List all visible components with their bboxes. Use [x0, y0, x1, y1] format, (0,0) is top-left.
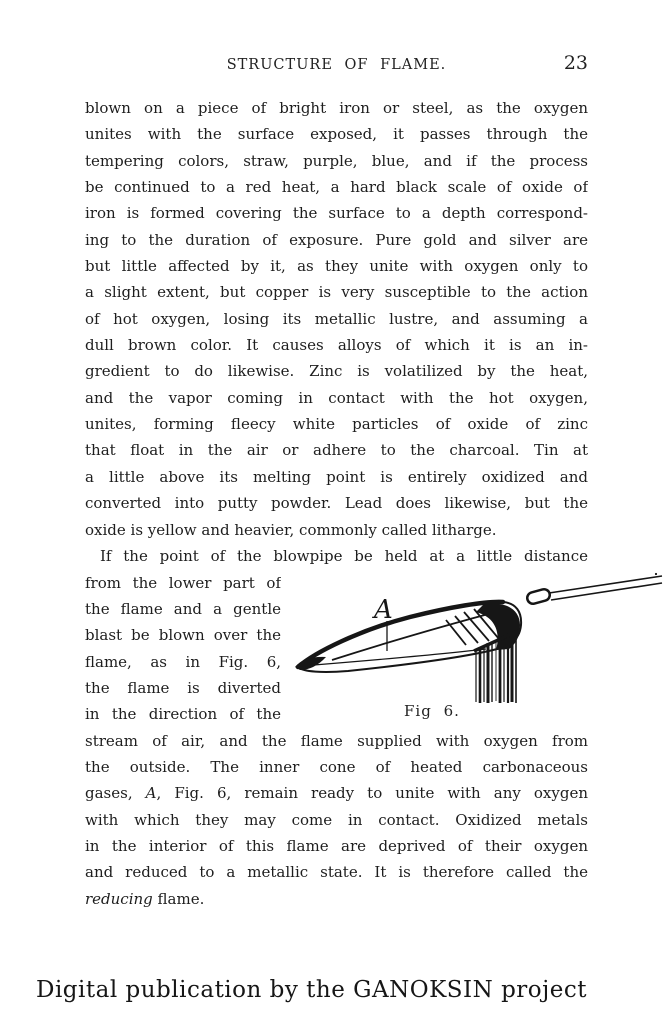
paragraph-2-first-line: [85, 543, 588, 569]
text-line: gredient to do likewise. Zinc is volatilized by the heat,: [85, 362, 588, 381]
text-line: dull brown color. It causes alloys of which it is an in-: [85, 336, 588, 355]
italic-a: A: [145, 784, 157, 803]
italic-reducing: reducing: [85, 889, 153, 908]
text-line: blown on a piece of bright iron or steel, as the oxygen: [85, 99, 588, 117]
figure-label-a: A: [374, 595, 393, 625]
text-line: the flame is diverted: [85, 678, 281, 697]
footer-credit: Digital publication by the GANOKSIN project: [36, 977, 587, 1003]
blowpipe: [533, 573, 662, 600]
text-line: converted into putty powder. Lead does likewise, but the: [85, 494, 588, 513]
text-line: [85, 780, 588, 806]
paragraph-3: [85, 728, 588, 912]
text-line: unites, forming fleecy white particles of oxide of zinc: [85, 415, 588, 434]
text-segment: flame.: [152, 889, 205, 908]
text-line: ing to the duration of exposure. Pure gold and silver are: [85, 230, 588, 249]
text-line: [85, 886, 588, 912]
text-line: a little above its melting point is entirely oxidized and: [85, 467, 588, 486]
text-line: If the point of the blowpipe be held at a little distance: [100, 547, 588, 566]
page-header: [85, 52, 588, 78]
text-line: in the interior of this flame are deprived of their oxygen: [85, 836, 588, 855]
text-line: and reduced to a metallic state. It is therefore called the: [85, 863, 588, 882]
text-line: oxide is yellow and heavier, commonly called litharge.: [85, 520, 497, 539]
text-line: a slight extent, but copper is very susceptible to the action: [85, 283, 588, 302]
text-line: flame, as in Fig. 6,: [85, 652, 281, 671]
text-line: and the vapor coming in contact with the hot oxygen,: [85, 388, 588, 407]
text-line: tempering colors, straw, purple, blue, and if the process: [85, 151, 588, 170]
text-line: blast be blown over the: [85, 626, 281, 645]
paragraph-1: [85, 95, 588, 543]
page-number: 23: [563, 52, 588, 74]
fig6-illustration: [290, 572, 668, 712]
text-line: but little affected by it, as they unite with oxygen only to: [85, 257, 588, 276]
text-line: the flame and a gentle: [85, 599, 281, 618]
text-line: from the lower part of: [85, 573, 281, 592]
text-segment: , Fig. 6, remain ready to unite with any oxygen: [156, 784, 588, 803]
ink-speck: [655, 573, 657, 575]
text-segment: gases,: [85, 784, 146, 803]
running-head: STRUCTURE OF FLAME.: [226, 57, 447, 73]
text-line: that float in the air or adhere to the charcoal. Tin at: [85, 441, 588, 460]
text-line: be continued to a red heat, a hard black scale of oxide of: [85, 178, 588, 197]
text-line: in the direction of the: [85, 705, 281, 724]
paragraph-2-wrap-column: [85, 570, 281, 728]
text-line: of hot oxygen, losing its metallic lustre, and assuming a: [85, 309, 588, 328]
text-line: unites with the surface exposed, it passes through the: [85, 125, 588, 144]
text-line: stream of air, and the flame supplied with oxygen from: [85, 731, 588, 750]
text-line: iron is formed covering the surface to a depth correspond-: [85, 204, 588, 223]
text-line: with which they may come in contact. Oxidized metals: [85, 810, 588, 829]
figure-caption: Fig 6.: [404, 702, 460, 720]
text-line: the outside. The inner cone of heated carbonaceous: [85, 757, 588, 776]
